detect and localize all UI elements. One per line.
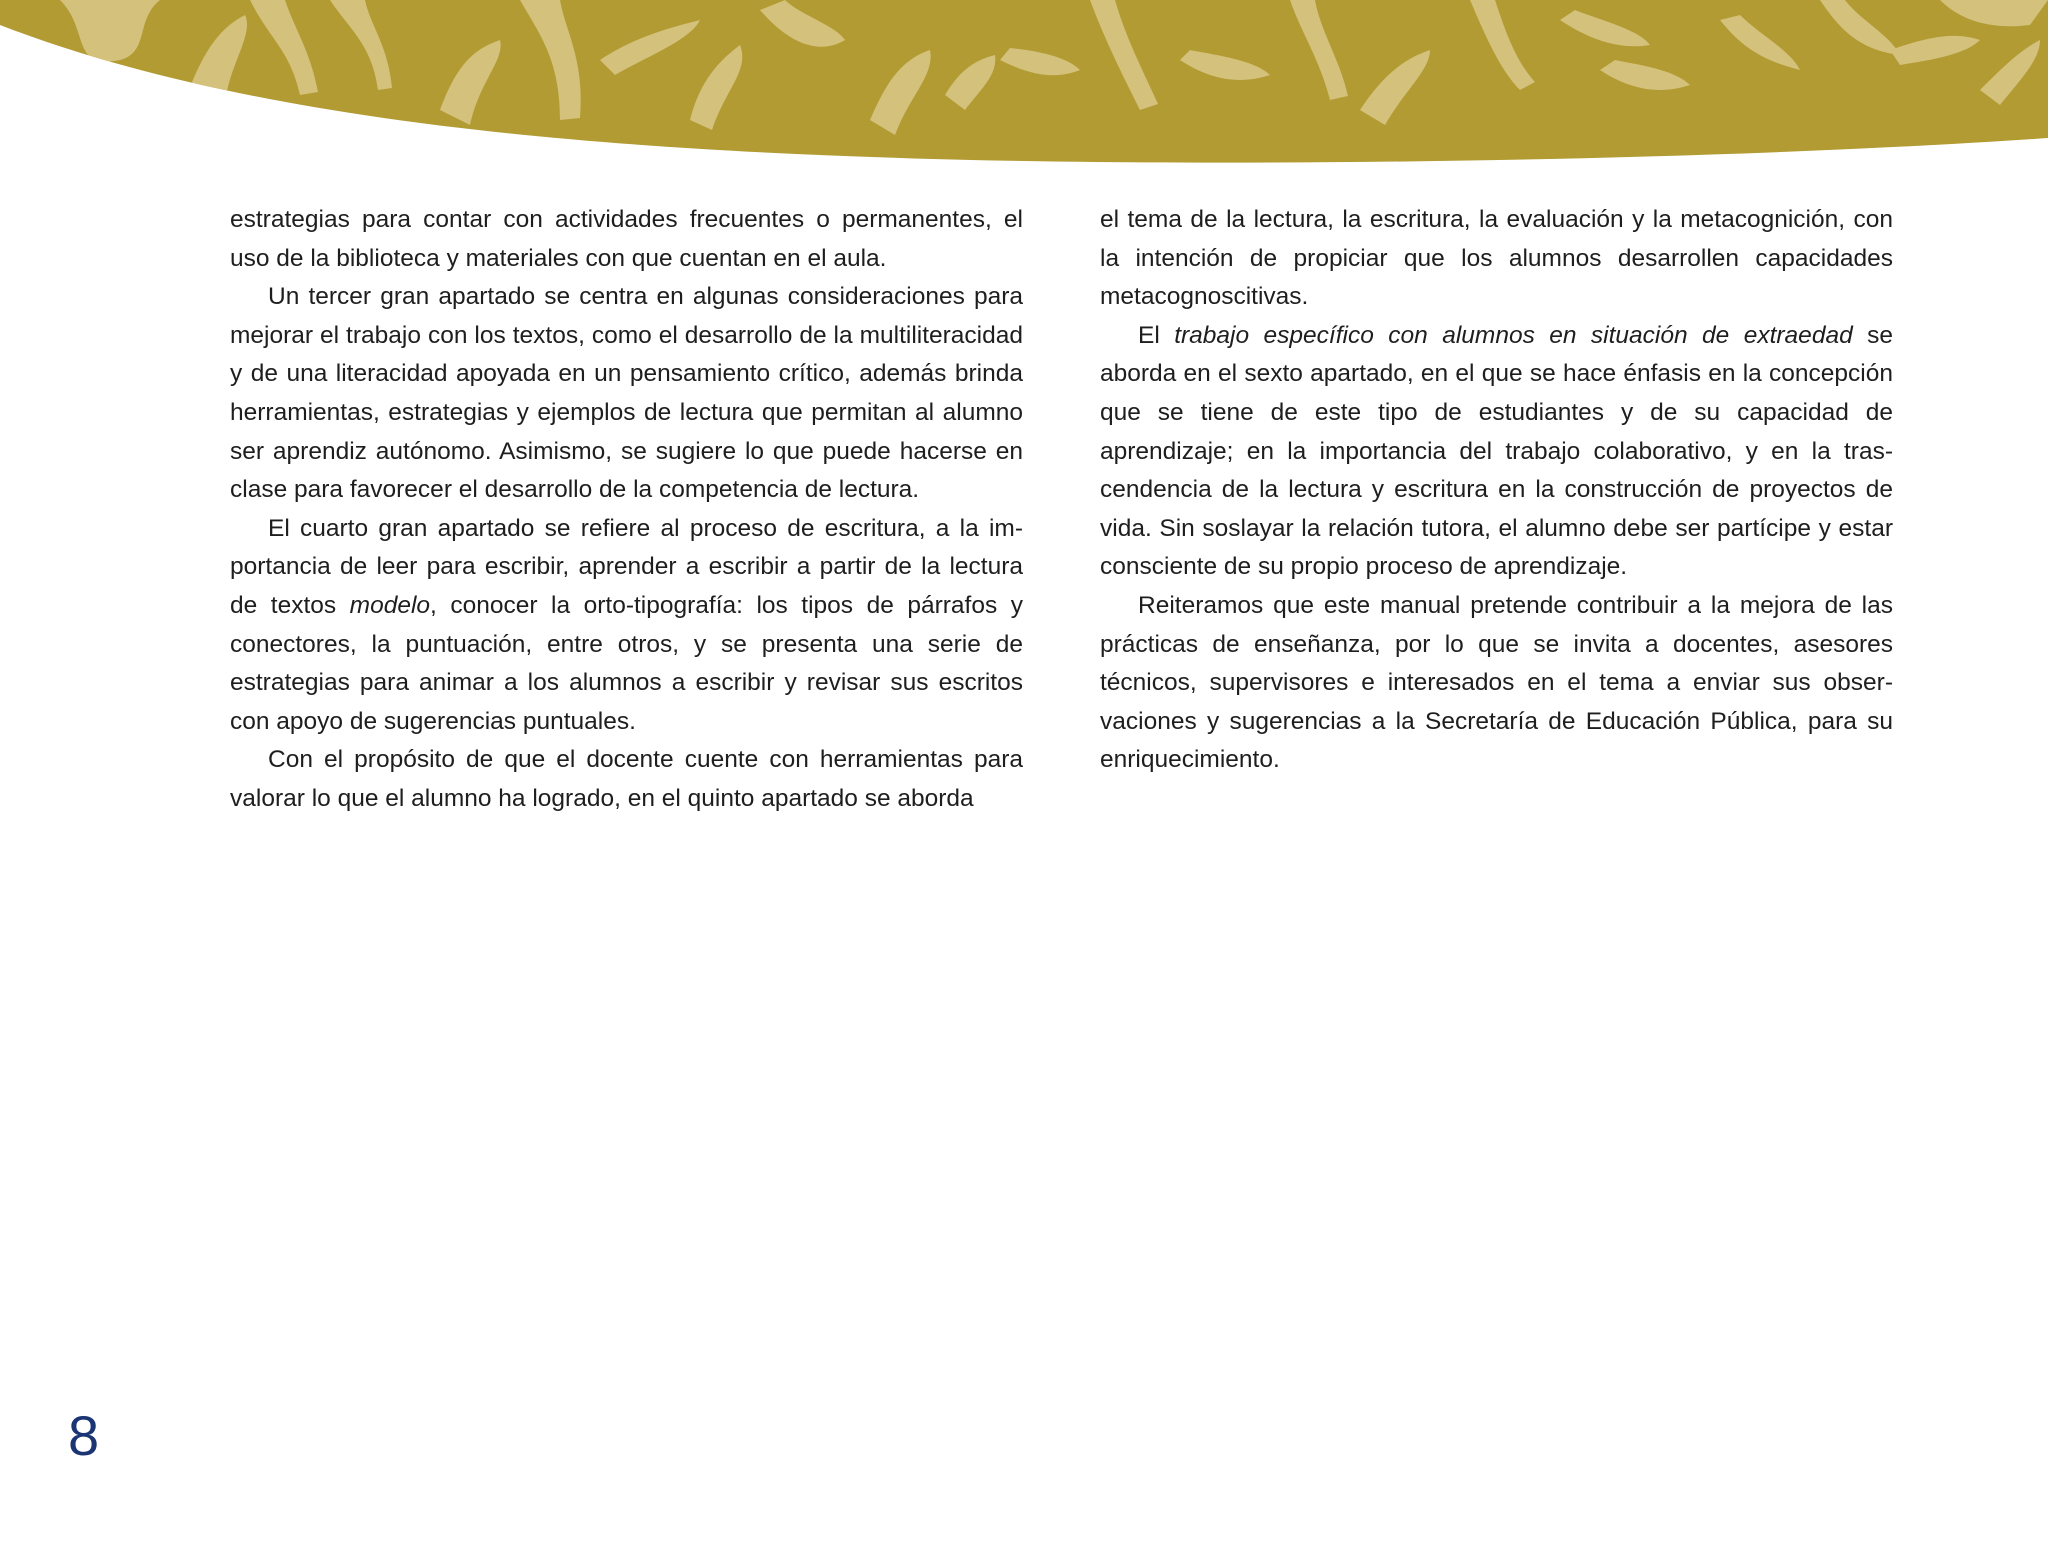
paragraph xyxy=(1100,317,1893,587)
text-column-left xyxy=(230,201,1023,819)
paragraph-text: El xyxy=(1138,321,1175,349)
paragraph: Un tercer gran apartado se centra en algunas consideraciones para mejorar el trabajo con los textos, como el desarrollo de la multiliteracidad y de una literacidad apoyada en un pensamiento crítico, además brinda herramientas, estrategias y ejemplos de lectura que permitan al alumno ser aprendiz autónomo. Asimismo, se sugiere lo que puede hacerse en clase para favorecer el desarrollo de la competencia de lectura. xyxy=(230,283,1023,504)
paragraph: estrategias para contar con actividades frecuentes o permanentes, el uso de la biblioteca y materiales con que cuentan en el aula. xyxy=(230,206,1023,272)
paragraph-text: se aborda en el sexto apartado, en el que se hace énfasis en la concepción que se tiene de este tipo de estudiantes y de su capacidad de aprendizaje; en la importancia del trabajo colaborativo, y en la trascendencia de la lectura y escritura en la construcción de proyectos de vida. Sin soslayar la relación tutora, el alumno debe ser partícipe y estar consciente de su propio proceso de aprendizaje. xyxy=(1100,321,1894,581)
paragraph: el tema de la lectura, la escritura, la evaluación y la metacognición, con la intención de propiciar que los alumnos desarrollen capacidades metacognoscitivas. xyxy=(1100,206,1893,311)
paragraph-text: El cuarto gran apartado se refiere al proceso de escritura, a la importancia de leer para escribir, aprender a escribir a partir de la lectura de textos xyxy=(230,514,1023,619)
emphasis-text: trabajo específico con alumnos en situación de extraedad xyxy=(1174,321,1853,349)
paragraph xyxy=(230,510,1023,742)
paragraph-text: , conocer la orto-tipografía: los tipos de párrafos y conectores, la puntuación, entre otros, y se presenta una serie de estrategias para animar a los alumnos a escribir y revisar sus escritos con apoyo de sugerencias puntuales. xyxy=(230,591,1023,735)
emphasis-text: modelo xyxy=(349,591,431,619)
paragraph: Con el propósito de que el docente cuente con herramientas para valorar lo que el alumno ha logrado, en el quinto apartado se aborda xyxy=(230,746,1023,812)
text-column-right xyxy=(1100,201,1893,780)
decorative-banner xyxy=(0,0,2048,170)
page-number: 8 xyxy=(68,1404,100,1467)
paragraph: Reiteramos que este manual pretende contribuir a la mejora de las prácticas de enseñanza, por lo que se invita a docentes, asesores técnicos, supervisores e interesados en el tema a enviar sus observaciones y sugerencias a la Secretaría de Educación Pública, para su enriquecimiento. xyxy=(1100,591,1893,774)
